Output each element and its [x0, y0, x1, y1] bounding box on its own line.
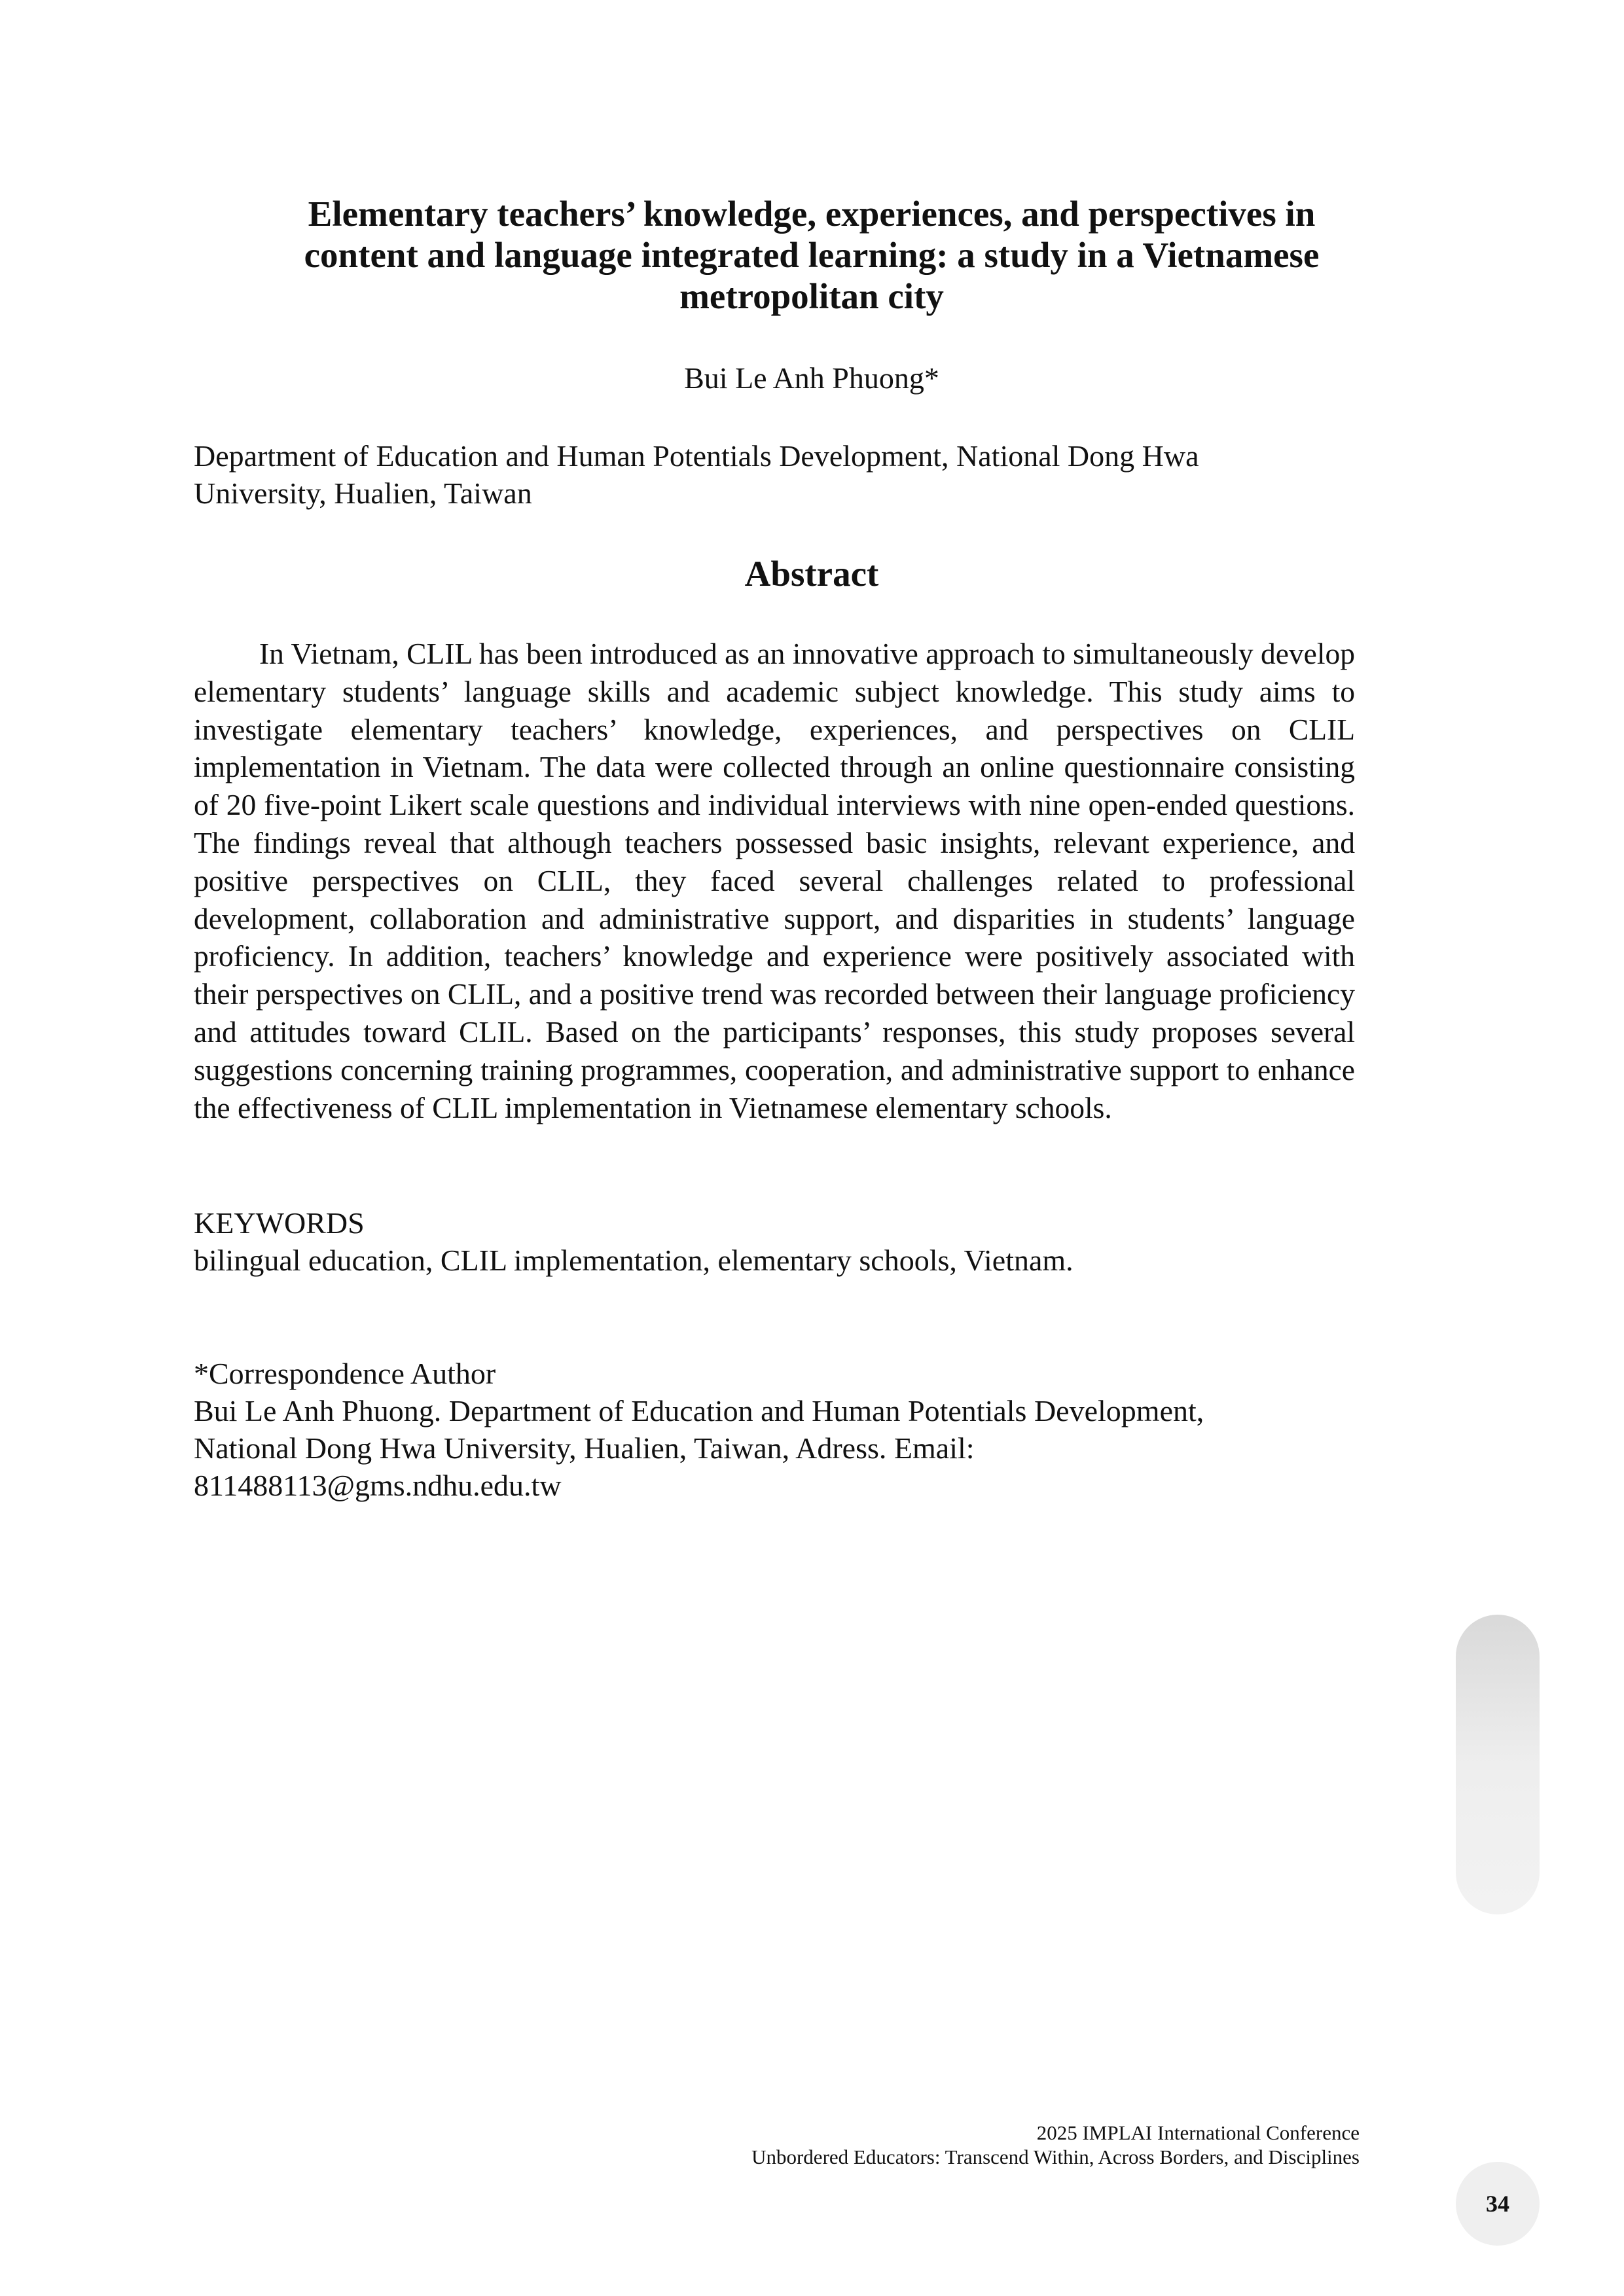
abstract-heading: Abstract — [744, 554, 879, 594]
abstract-text: In Vietnam, CLIL has been introduced as an innovative approach to simultaneously develop elementary students’ language skills and academic subject knowledge. This study aims to investigate elementary teachers’ knowledge, experiences, and perspectives on CLIL implementation in Vietnam. The data were collected through an online questionnaire consisting of 20 five-point Likert scale questions and individual interviews with nine open-ended questions. The findings reveal that although teachers possessed basic insights, relevant experience, and positive perspectives on CLIL, they faced several challenges related to professional development, collaboration and administrative support, and disparities in students’ language proficiency. In addition, teachers’ knowledge and experience were positively associated with their perspectives on CLIL, and a positive trend was recorded between their language proficiency and attitudes toward CLIL. Based on the participants’ responses, this study proposes several suggestions concerning training programmes, cooperation, and administrative support to enhance the effectiveness of CLIL implementation in Vietnamese elementary schools. — [194, 637, 1355, 1124]
affiliation-line: University, Hualien, Taiwan — [194, 476, 532, 510]
page-number-badge — [1456, 2162, 1540, 2246]
title-line: metropolitan city — [679, 276, 944, 316]
correspondence-email: 811488113@gms.ndhu.edu.tw — [194, 1469, 562, 1502]
paper-title — [196, 193, 1427, 317]
author-affiliation — [194, 437, 1372, 512]
page-number: 34 — [1486, 2191, 1509, 2217]
correspondence-line: National Dong Hwa University, Hualien, Taiwan, Adress. Email: — [194, 1431, 975, 1465]
keywords-label: KEYWORDS — [194, 1206, 365, 1240]
correspondence-block — [194, 1355, 1372, 1504]
title-line: Elementary teachers’ knowledge, experiences, and perspectives in — [308, 194, 1316, 234]
footer-conference: 2025 IMPLAI International Conference — [1036, 2121, 1360, 2144]
page-footer — [751, 2121, 1360, 2169]
affiliation-line: Department of Education and Human Potentials Development, National Dong Hwa — [194, 439, 1199, 473]
footer-theme: Unbordered Educators: Transcend Within, Across Borders, and Disciplines — [751, 2145, 1360, 2168]
author-name: Bui Le Anh Phuong* — [684, 361, 939, 395]
decorative-side-bar — [1456, 1615, 1540, 1914]
keywords-list: bilingual education, CLIL implementation, elementary schools, Vietnam. — [194, 1244, 1074, 1277]
correspondence-line: Bui Le Anh Phuong. Department of Education and Human Potentials Development, — [194, 1394, 1204, 1427]
correspondence-heading: *Correspondence Author — [194, 1357, 496, 1390]
title-line: content and language integrated learning: a study in a Vietnamese — [304, 235, 1320, 275]
